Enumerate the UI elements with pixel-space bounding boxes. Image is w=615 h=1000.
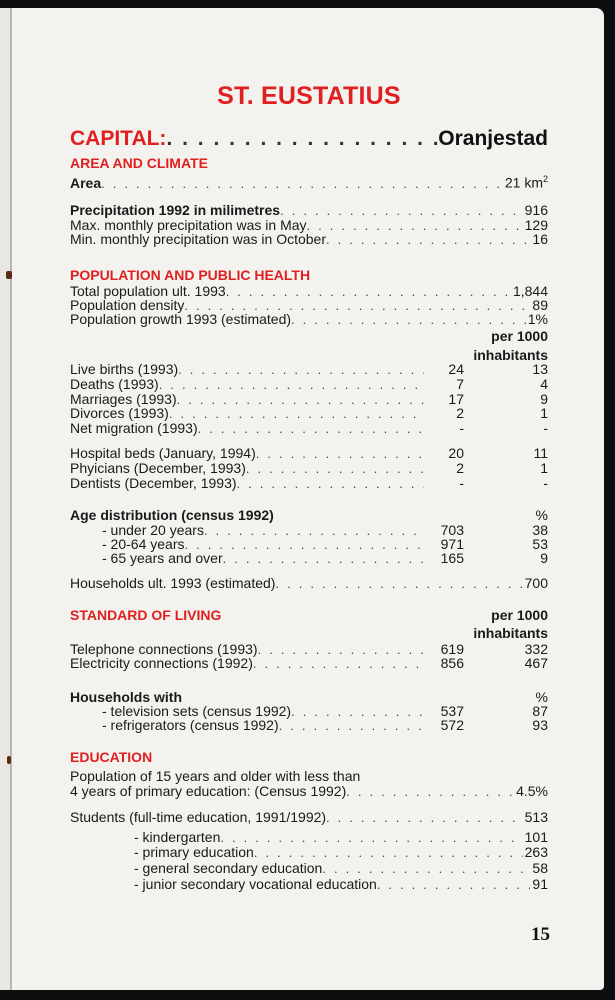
section-heading-population: POPULATION AND PUBLIC HEALTH [70,267,311,283]
households-with-heading-row: Households with % [70,689,548,705]
population-growth-row: Population growth 1993 (estimated) . . . 1% [70,311,548,327]
leader-dots [279,718,424,734]
age-distribution-heading-row: Age distribution (census 1992) % [70,507,548,523]
literacy-row: 4 years of primary education: (Census 1992) . . . 4.5% [70,783,548,799]
leader-dots [326,232,530,248]
section-heading-area-climate: AREA AND CLIMATE [70,155,208,171]
column-header-inhabitants: inhabitants [473,625,548,641]
vital-row: Divorces (1993) . . . 2 1 [70,405,548,421]
capital-label: CAPITAL: [70,127,167,150]
connection-row: Electricity connections (1992) . . . 856 467 [70,655,548,671]
leader-dots [377,877,531,893]
vital-row: Live births (1993) . . . 24 13 [70,361,548,377]
binding-mark [6,271,12,279]
leader-dots [101,176,503,192]
section-heading-standard-of-living: STANDARD OF LIVING [70,607,222,623]
facing-page-edge [0,8,10,990]
leader-dots [275,576,522,592]
max-precipitation-row: Max. monthly precipitation was in May . . . 129 [70,217,548,233]
leader-dots [346,784,514,800]
literacy-line-1: Population of 15 years and older with less than [70,768,361,784]
leader-dots [223,551,424,567]
vital-row: Net migration (1993) . . . - - [70,420,548,436]
precipitation-label: Precipitation 1992 in milimetres [70,202,281,218]
health-row: Hospital beds (January, 1994) . . . 20 11 [70,445,548,461]
population-density-row: Population density . . . 89 [70,297,548,313]
leader-dots [166,127,438,151]
area-label: Area [70,174,102,191]
capital-row [70,127,548,153]
leader-dots [198,421,424,437]
section-heading-education: EDUCATION [70,749,153,765]
page-number: 15 [531,924,550,945]
leader-dots [322,861,530,877]
total-population-row: Total population ult. 1993 . . . 1,844 [70,283,548,299]
vital-row: Deaths (1993) . . . 7 4 [70,376,548,392]
leader-dots [237,476,424,492]
area-value: 21 $km^2$ [504,174,548,191]
age-row: - under 20 years . . . 703 38 [70,522,548,538]
household-item-row: - television sets (census 1992) . . . 537 87 [70,703,548,719]
document-page [10,8,604,990]
leader-dots [326,810,523,826]
min-precipitation-row: Min. monthly precipitation was in October . . . 16 [70,231,548,247]
column-header-per-1000: per 1000 [491,328,548,344]
area-row [70,171,548,191]
age-row: - 65 years and over . . . 165 9 [70,550,548,566]
precipitation-value: 916 [524,202,548,218]
education-breakdown-row: - primary education . . . 263 [70,844,548,860]
capital-value: Oranjestad [438,127,548,150]
leader-dots [253,656,424,672]
age-row: - 20-64 years . . . 971 53 [70,536,548,552]
vital-row: Marriages (1993) . . . 17 9 [70,391,548,407]
column-header-per-1000: per 1000 [491,607,548,623]
leader-dots [291,312,526,328]
connection-row: Telephone connections (1993) . . . 619 332 [70,641,548,657]
binding-line [10,8,12,990]
students-row: Students (full-time education, 1991/1992) . . . 513 [70,809,548,825]
precipitation-row [70,202,548,218]
education-breakdown-row: - junior secondary vocational education . . . 91 [70,876,548,892]
education-breakdown-row: - general secondary education . . . 58 [70,860,548,876]
binding-mark [7,756,11,764]
education-breakdown-row: - kindergarten . . . 101 [70,829,548,845]
health-row: Phyicians (December, 1993) . . . 2 1 [70,460,548,476]
leader-dots [254,845,523,861]
household-item-row: - refrigerators (census 1992) . . . 572 93 [70,717,548,733]
page-title: ST. EUSTATIUS [217,82,401,110]
column-header-inhabitants: inhabitants [473,347,548,363]
health-row: Dentists (December, 1993) . . . - - [70,475,548,491]
households-row: Households ult. 1993 (estimated) . . . 700 [70,575,548,591]
